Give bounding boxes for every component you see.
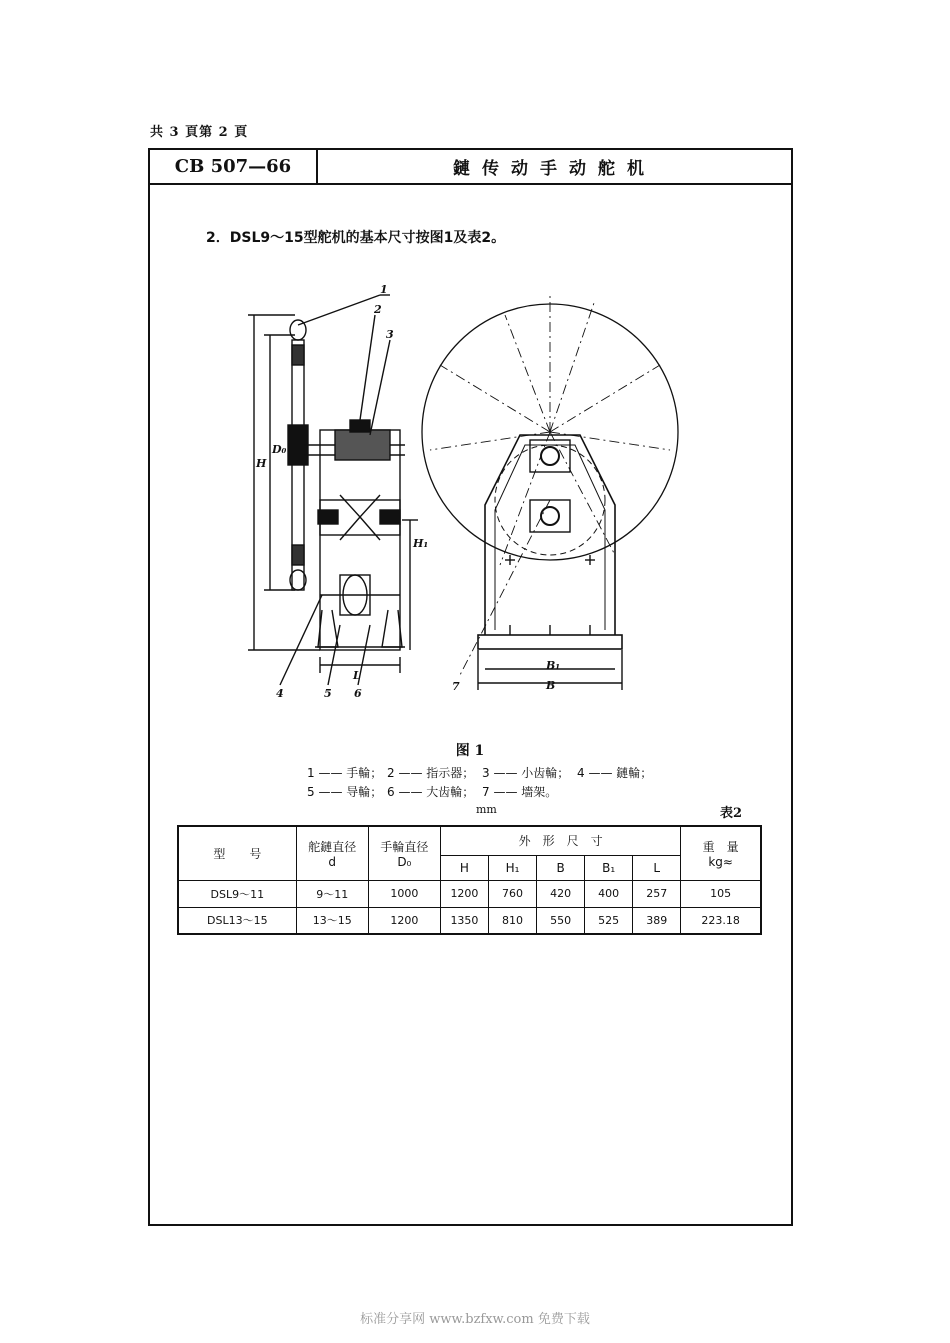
section-paragraph: 2．DSL9～15型舵机的基本尺寸按图1及表2。 <box>206 230 506 246</box>
part-2: 2 <box>374 303 382 316</box>
col-B1: B₁ <box>585 855 633 880</box>
cell-d: 9～11 <box>296 880 368 907</box>
col-weight-label: 重 量 <box>702 839 739 854</box>
standard-header <box>150 150 791 185</box>
cell-D0: 1000 <box>368 880 440 907</box>
cell-L: 389 <box>633 907 681 934</box>
col-H: H <box>440 855 488 880</box>
legend-5: 5 —— 导輪； <box>307 785 383 799</box>
cell-B1: 525 <box>585 907 633 934</box>
legend-4: 4 —— 鏈輪； <box>577 766 653 780</box>
page-info: 共 3 頁第 2 頁 <box>150 125 249 140</box>
col-B: B <box>537 855 585 880</box>
steering-gear-drawing <box>240 285 700 715</box>
col-L: L <box>633 855 681 880</box>
cell-weight: 223.18 <box>681 907 761 934</box>
cell-H: 1200 <box>440 880 488 907</box>
col-wheel-dia-label: 手輪直径 <box>380 839 429 854</box>
dim-H1: H₁ <box>413 537 429 550</box>
cell-d: 13～15 <box>296 907 368 934</box>
cell-H1: 760 <box>488 880 536 907</box>
table-row <box>178 880 761 907</box>
footer-watermark: 标准分享网 www.bzfxw.com 免费下载 <box>360 1312 590 1327</box>
part-1: 1 <box>380 285 388 296</box>
col-chain-dia-label: 舵鏈直径 <box>308 839 357 854</box>
col-wheel-dia-sym: D₀ <box>397 854 412 869</box>
legend-6: 6 —— 大齿輪； <box>387 785 475 799</box>
col-model: 型 号 <box>178 826 296 880</box>
legend-1: 1 —— 手輪； <box>307 766 383 780</box>
cell-B: 550 <box>537 907 585 934</box>
dim-B1: B₁ <box>546 659 561 672</box>
col-chain-dia <box>296 826 368 880</box>
cell-model: DSL9～11 <box>178 880 296 907</box>
legend-2: 2 —— 指示器； <box>387 766 475 780</box>
cell-weight: 105 <box>681 880 761 907</box>
dim-H: H <box>256 457 267 470</box>
col-H1: H₁ <box>488 855 536 880</box>
legend-3: 3 —— 小齿輪； <box>482 766 570 780</box>
figure-caption: 图 1 <box>455 743 485 759</box>
dim-B: B <box>546 679 556 692</box>
cell-B1: 400 <box>585 880 633 907</box>
part-6: 6 <box>354 687 362 700</box>
col-weight-unit: kg≈ <box>708 854 733 869</box>
col-weight <box>681 826 761 880</box>
cell-D0: 1200 <box>368 907 440 934</box>
table-row <box>178 907 761 934</box>
part-3: 3 <box>386 328 394 341</box>
part-4: 4 <box>276 687 284 700</box>
col-wheel-dia <box>368 826 440 880</box>
part-5: 5 <box>324 687 332 700</box>
dim-D0: D₀ <box>272 443 287 456</box>
part-7: 7 <box>452 680 460 693</box>
cell-H: 1350 <box>440 907 488 934</box>
legend-7: 7 —— 墻架。 <box>482 785 558 799</box>
col-outline: 外 形 尺 寸 <box>440 826 680 855</box>
cell-H1: 810 <box>488 907 536 934</box>
standard-code: CB 507—66 <box>150 150 318 183</box>
table-unit: mm <box>476 803 497 816</box>
cell-B: 420 <box>537 880 585 907</box>
standard-title: 鏈传动手动舵机 <box>453 159 656 179</box>
table-label: 表2 <box>720 806 743 821</box>
dimension-table <box>177 825 762 935</box>
col-chain-dia-sym: d <box>328 854 337 869</box>
cell-model: DSL13～15 <box>178 907 296 934</box>
cell-L: 257 <box>633 880 681 907</box>
dim-L: L <box>353 669 361 682</box>
